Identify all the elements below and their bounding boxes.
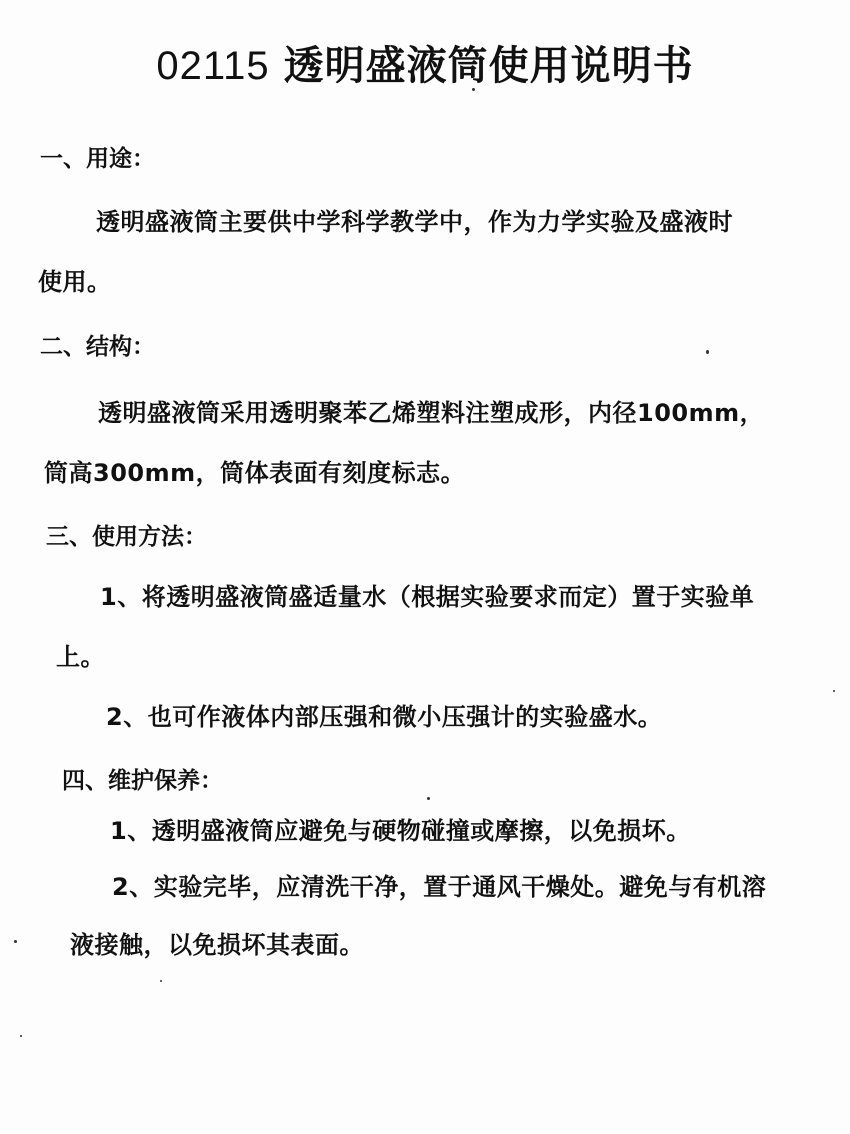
usage-line-2: 上。: [56, 643, 105, 671]
title-code: 02115: [156, 44, 270, 88]
scan-speck: [160, 980, 162, 982]
maintenance-line-1: 1、透明盛液筒应避免与硬物碰撞或摩擦，以免损坏。: [110, 817, 691, 845]
usage-line-3: 2、也可作液体内部压强和微小压强计的实验盛水。: [106, 703, 663, 731]
structure-line-2: 筒高300mm，筒体表面有刻度标志。: [44, 459, 466, 487]
scan-speck: [833, 690, 835, 692]
structure-line-1: 透明盛液筒采用透明聚苯乙烯塑料注塑成形，内径100mm，: [98, 399, 765, 427]
scan-speck: [20, 1035, 22, 1037]
maintenance-line-3: 液接触，以免损坏其表面。: [70, 931, 364, 959]
purpose-line-2: 使用。: [38, 268, 112, 296]
maintenance-line-2: 2、实验完毕，应清洗干净，置于通风干燥处。避免与有机溶: [112, 873, 767, 901]
purpose-line-1: 透明盛液筒主要供中学科学教学中，作为力学实验及盛液时: [96, 208, 733, 236]
document-title: [0, 34, 850, 91]
section-heading-purpose: 一、用途：: [40, 146, 155, 172]
usage-line-1: 1、将透明盛液筒盛适量水（根据实验要求而定）置于实验单: [100, 583, 755, 611]
section-heading-maintenance: 四、维护保养：: [62, 768, 223, 794]
scan-speck: [14, 940, 17, 943]
scan-speck: [427, 797, 430, 800]
title-text: 透明盛液筒使用说明书: [283, 43, 694, 89]
scan-speck: [706, 350, 709, 354]
section-heading-usage: 三、使用方法：: [46, 524, 207, 550]
section-heading-structure: 二、结构：: [40, 334, 155, 360]
